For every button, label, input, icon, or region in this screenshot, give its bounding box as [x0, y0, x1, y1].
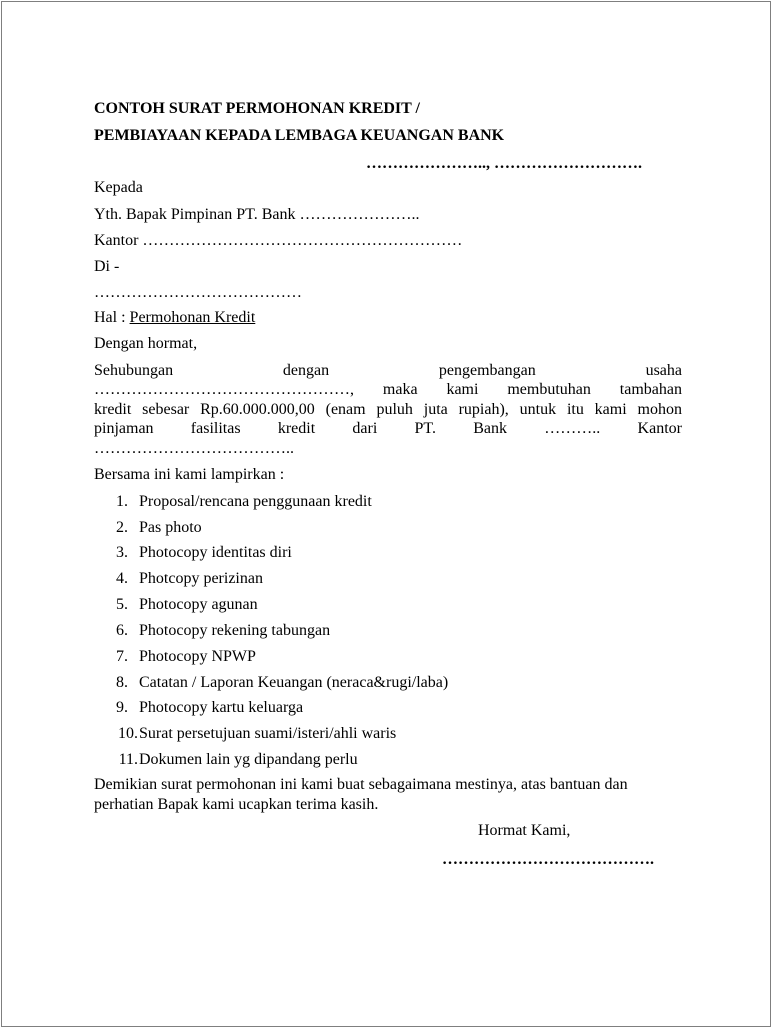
letter-title-line1: CONTOH SURAT PERMOHONAN KREDIT / [94, 100, 420, 117]
date-place-line: ………………….., ………………………. [366, 155, 642, 172]
word: PT. [414, 420, 436, 437]
word: …………………………………………, [94, 381, 354, 398]
closing-line2: perhatian Bapak kami ucapkan terima kasih. [94, 796, 379, 813]
word: pengembangan [438, 362, 536, 379]
word: kredit [94, 401, 132, 418]
word: Rp.60.000.000,00 [200, 401, 315, 418]
word: itu [566, 401, 584, 418]
list-item-text: Pas photo [139, 519, 202, 536]
word: kami [594, 401, 627, 418]
word: ……….. [544, 420, 601, 437]
word: sebesar [142, 401, 190, 418]
paragraph1-line3 [94, 400, 682, 420]
attachments-intro: Bersama ini kami lampirkan : [94, 466, 285, 483]
list-item-number: 4. [116, 570, 128, 587]
word: Sehubungan [94, 362, 174, 379]
signature-blank: …………………………………. [442, 851, 654, 868]
subject-label: Hal : [94, 309, 130, 326]
list-item-text: Photocopy kartu keluarga [139, 699, 304, 716]
word: untuk [519, 401, 557, 418]
word: tambahan [619, 381, 682, 398]
list-item-number: 5. [116, 596, 128, 613]
word: fasilitas [190, 420, 241, 437]
list-item-text: Photocopy agunan [139, 596, 258, 613]
recipient-di: Di - [94, 258, 120, 275]
word: puluh [376, 401, 413, 418]
regards: Hormat Kami, [478, 822, 571, 839]
list-item-text: Surat persetujuan suami/isteri/ahli waris [139, 725, 397, 742]
list-item-number: 10. [118, 725, 138, 742]
greeting: Dengan hormat, [94, 335, 198, 352]
word: (enam [325, 401, 366, 418]
paragraph1-line5: ……………………………….. [94, 440, 294, 457]
list-item-number: 8. [116, 674, 128, 691]
list-item-text: Photcopy perizinan [139, 570, 263, 587]
list-item-text: Photocopy rekening tabungan [139, 622, 331, 639]
list-item-number: 1. [116, 493, 128, 510]
word: membutuhan [507, 381, 591, 398]
word: Bank [473, 420, 508, 437]
word: juta [423, 401, 448, 418]
list-item-number: 7. [116, 648, 128, 665]
word: mohon [637, 401, 682, 418]
list-item-number: 2. [116, 519, 128, 536]
subject-value: Permohonan Kredit [129, 309, 256, 326]
list-item-number: 11. [118, 751, 138, 768]
list-item-number: 6. [116, 622, 128, 639]
word: kredit [277, 420, 316, 437]
word: usaha [645, 362, 682, 379]
list-item-text: Photocopy NPWP [139, 648, 256, 665]
word: Kantor [637, 420, 682, 437]
paragraph1-line4 [94, 419, 682, 439]
list-item-text: Dokumen lain yg dipandang perlu [139, 751, 358, 768]
recipient-kantor: Kantor …………………………………………………… [94, 232, 463, 249]
letter-page [1, 1, 771, 1027]
list-item-text: Photocopy identitas diri [139, 544, 292, 561]
recipient-kepada: Kepada [94, 179, 143, 196]
recipient-di-blank: ………………………………… [94, 284, 302, 301]
recipient-yth: Yth. Bapak Pimpinan PT. Bank ………………….. [94, 206, 420, 223]
list-item-text: Proposal/rencana penggunaan kredit [139, 493, 372, 510]
word: dari [352, 420, 378, 437]
closing-line1: Demikian surat permohonan ini kami buat sebagaimana mestinya, atas bantuan dan [94, 776, 628, 793]
letter-title-line2: PEMBIAYAAN KEPADA LEMBAGA KEUANGAN BANK [94, 127, 505, 144]
list-item-number: 3. [116, 544, 128, 561]
word: rupiah), [458, 401, 509, 418]
subject-line [94, 308, 255, 328]
paragraph1-line1 [94, 361, 682, 381]
word: kami [446, 381, 479, 398]
paragraph1-line2 [94, 380, 682, 400]
list-item-number: 9. [116, 699, 128, 716]
list-item-text: Catatan / Laporan Keuangan (neraca&rugi/laba) [139, 674, 449, 691]
word: pinjaman [94, 420, 154, 437]
word: dengan [282, 362, 330, 379]
word: maka [382, 381, 418, 398]
